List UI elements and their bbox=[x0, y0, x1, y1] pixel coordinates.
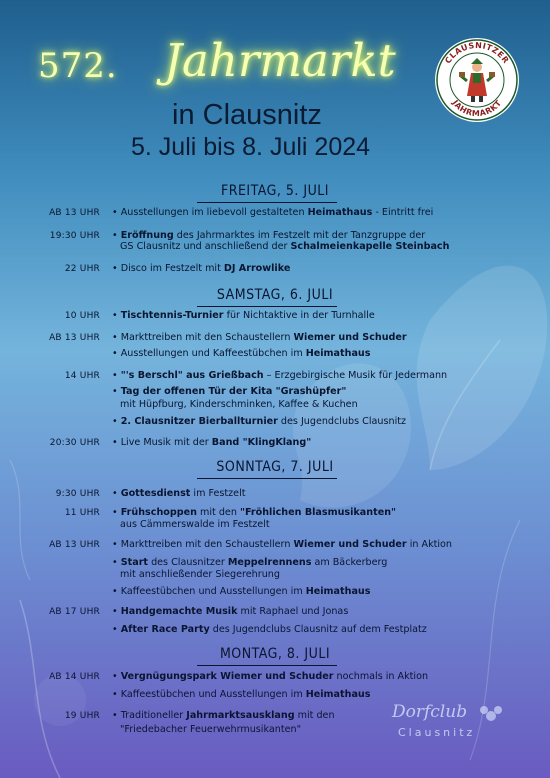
event-text-part: • Markttreiben mit den Schaustellern bbox=[112, 539, 294, 550]
event-text-part: • Disco im Festzelt mit bbox=[112, 263, 224, 274]
event-text-part: – Erzgebirgische Musik für Jedermann bbox=[263, 370, 448, 381]
event-time: AB 13 UHR bbox=[49, 208, 100, 218]
event-highlight: Meppelrennens bbox=[227, 557, 312, 568]
event-highlight: "'s Berschl" aus Grießbach bbox=[120, 370, 264, 381]
event-time: 19 UHR bbox=[64, 711, 100, 721]
day-underline bbox=[197, 478, 337, 479]
event-text-part: • bbox=[112, 507, 121, 518]
event-text bbox=[112, 689, 370, 700]
event-highlight: Tag der offenen Tür der Kita "Grashüpfer" bbox=[120, 386, 347, 397]
event-highlight: Gottesdienst bbox=[120, 488, 191, 499]
event-text-part: • bbox=[112, 488, 121, 499]
event-text-part: • bbox=[112, 606, 121, 617]
event-text-part: am Bäckerberg bbox=[311, 557, 388, 568]
event-text-part: • bbox=[112, 671, 121, 682]
event-text bbox=[112, 386, 346, 397]
event-text-part: des Jugendclubs Clausnitz auf dem Festplatz bbox=[209, 624, 427, 635]
event-highlight: 2. Clausnitzer Bierballturnier bbox=[120, 416, 278, 427]
event-text-part: in Aktion bbox=[406, 539, 452, 550]
event-highlight: Heimathaus bbox=[305, 586, 371, 597]
event-text bbox=[112, 348, 370, 359]
event-highlight: Vergnügungspark Wiemer und Schuder bbox=[120, 671, 334, 682]
location-title: in Clausnitz bbox=[172, 99, 322, 131]
event-text-part: • bbox=[112, 230, 121, 241]
event-text bbox=[112, 507, 396, 518]
event-text bbox=[112, 263, 290, 274]
day-heading: SONNTAG, 7. JULI bbox=[216, 459, 334, 475]
day-heading: SAMSTAG, 6. JULI bbox=[216, 287, 334, 303]
event-time: AB 13 UHR bbox=[49, 540, 100, 550]
svg-text:CLAUSNITZER: CLAUSNITZER bbox=[443, 40, 511, 66]
event-text bbox=[112, 310, 375, 321]
event-text bbox=[112, 539, 452, 550]
dorfclub-logo bbox=[392, 702, 532, 747]
event-highlight: Jahrmarktsausklang bbox=[186, 710, 295, 721]
event-text-part: - Eintritt frei bbox=[372, 207, 434, 218]
event-text bbox=[112, 370, 447, 381]
event-highlight: Handgemachte Musik bbox=[120, 606, 238, 617]
event-text-part: • bbox=[112, 386, 121, 397]
event-highlight: Wiemer und Schuder bbox=[293, 332, 407, 343]
event-text bbox=[112, 332, 407, 343]
event-text bbox=[112, 207, 433, 218]
event-text-part: • bbox=[112, 310, 121, 321]
event-text bbox=[112, 437, 311, 448]
event-time: 11 UHR bbox=[64, 508, 100, 518]
event-text bbox=[120, 569, 280, 580]
event-text-part: • Markttreiben mit den Schaustellern bbox=[112, 332, 294, 343]
event-time: 9:30 UHR bbox=[55, 489, 100, 499]
event-time: AB 13 UHR bbox=[49, 333, 100, 343]
event-text-part: GS Clausnitz und anschließend der bbox=[120, 241, 291, 252]
event-time: 10 UHR bbox=[64, 311, 100, 321]
event-text-part: • bbox=[112, 624, 121, 635]
event-text bbox=[112, 416, 406, 427]
event-text-part: für Nichtaktive in der Turnhalle bbox=[223, 310, 375, 321]
event-text-part: im Festzelt bbox=[190, 488, 246, 499]
event-text bbox=[112, 488, 246, 499]
event-highlight: Tischtennis-Turnier bbox=[120, 310, 224, 321]
day-underline bbox=[197, 306, 337, 307]
event-highlight: "Fröhlichen Blasmusikanten" bbox=[239, 507, 397, 518]
event-text bbox=[112, 671, 428, 682]
event-time: 22 UHR bbox=[64, 264, 100, 274]
event-text-part: mit den bbox=[196, 507, 240, 518]
event-text-part: mit anschließender Siegerehrung bbox=[120, 569, 280, 580]
event-time: 14 UHR bbox=[64, 371, 100, 381]
club-name: Dorfclub bbox=[392, 702, 468, 722]
event-highlight: Eröffnung bbox=[120, 230, 174, 241]
event-text-part: • bbox=[112, 370, 121, 381]
event-title bbox=[38, 36, 438, 96]
event-text bbox=[112, 557, 387, 568]
event-text-part: • Ausstellungen und Kaffeestübchen im bbox=[112, 348, 306, 359]
event-highlight: Heimathaus bbox=[305, 348, 371, 359]
event-highlight: Band "KlingKlang" bbox=[211, 437, 312, 448]
event-text-part: • Kaffeestübchen und Ausstellungen im bbox=[112, 689, 306, 700]
event-text bbox=[112, 230, 425, 241]
event-text-part: • Traditioneller bbox=[112, 710, 187, 721]
event-text-part: • Live Musik mit der bbox=[112, 437, 212, 448]
event-highlight: Heimathaus bbox=[307, 207, 373, 218]
event-text-part: • Kaffeestübchen und Ausstellungen im bbox=[112, 586, 306, 597]
event-highlight: After Race Party bbox=[120, 624, 210, 635]
event-text-part: mit den bbox=[294, 710, 335, 721]
event-text bbox=[112, 606, 348, 617]
event-text-part: • bbox=[112, 416, 121, 427]
day-underline bbox=[197, 665, 337, 666]
event-text-part: des Clausnitzer bbox=[148, 557, 228, 568]
day-heading: MONTAG, 8. JULI bbox=[219, 646, 331, 662]
event-text-part: aus Cämmerswalde im Festzelt bbox=[120, 519, 270, 530]
event-text-part: nochmals in Aktion bbox=[333, 671, 429, 682]
svg-text:JAHRMARKT: JAHRMARKT bbox=[450, 98, 504, 119]
event-text-part: "Friedebacher Feuerwehrmusikanten" bbox=[120, 724, 301, 735]
title-jahrmarkt: Jahrmarkt bbox=[164, 34, 396, 87]
event-time: AB 17 UHR bbox=[49, 607, 100, 617]
event-highlight: Wiemer und Schuder bbox=[293, 539, 407, 550]
event-text bbox=[120, 519, 270, 530]
event-time: AB 14 UHR bbox=[49, 672, 100, 682]
event-text-part: des Jahrmarktes im Festzelt mit der Tanzgruppe der bbox=[173, 230, 426, 241]
event-highlight: Heimathaus bbox=[305, 689, 371, 700]
event-text bbox=[120, 724, 301, 735]
day-underline bbox=[197, 202, 337, 203]
event-text bbox=[112, 586, 370, 597]
event-text bbox=[112, 624, 427, 635]
club-icon bbox=[478, 704, 504, 726]
club-city: Clausnitz bbox=[398, 726, 476, 739]
event-text bbox=[120, 241, 449, 252]
event-time: 19:30 UHR bbox=[49, 231, 100, 241]
event-text bbox=[112, 710, 335, 721]
edition-number: 572. bbox=[38, 46, 118, 86]
event-text-part: • bbox=[112, 557, 121, 568]
event-text-part: des Jugendclubs Clausnitz bbox=[277, 416, 407, 427]
event-highlight: Frühschoppen bbox=[120, 507, 197, 518]
event-text-part: mit Hüpfburg, Kinderschminken, Kaffee & Kuchen bbox=[120, 399, 358, 410]
event-time: 20:30 UHR bbox=[49, 438, 100, 448]
date-range: 5. Juli bis 8. Juli 2024 bbox=[131, 133, 371, 161]
day-heading: FREITAG, 5. JULI bbox=[220, 183, 330, 199]
event-highlight: Schalmeienkapelle Steinbach bbox=[290, 241, 450, 252]
event-text-part: • Ausstellungen im liebevoll gestalteten bbox=[112, 207, 308, 218]
jahrmarkt-logo bbox=[433, 36, 521, 124]
event-highlight: Start bbox=[120, 557, 149, 568]
event-highlight: DJ Arrowlike bbox=[223, 263, 291, 274]
event-text bbox=[120, 399, 358, 410]
event-text-part: mit Raphael und Jonas bbox=[237, 606, 349, 617]
